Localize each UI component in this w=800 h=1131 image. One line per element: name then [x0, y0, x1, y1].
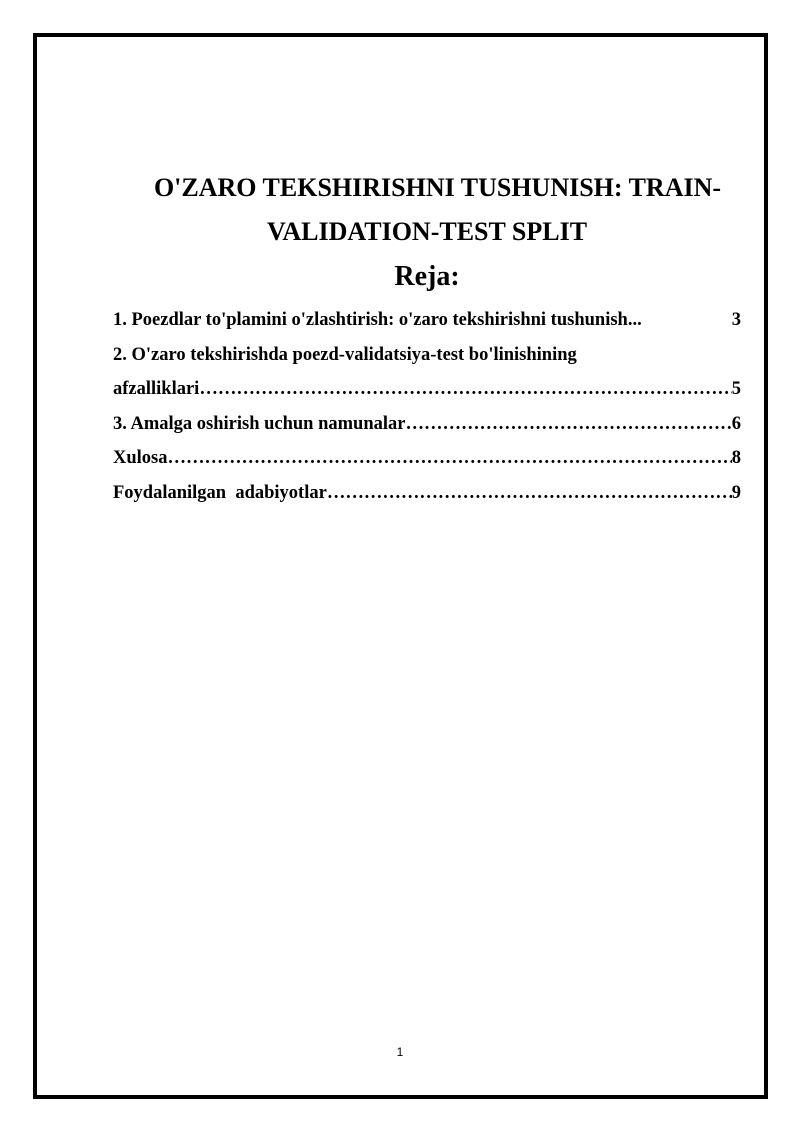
toc-item: [113, 345, 741, 380]
toc-page: 5: [731, 379, 741, 399]
toc-item: [113, 310, 741, 345]
toc-item: [113, 379, 741, 414]
toc-page: 9: [731, 482, 741, 503]
toc-label: 3. Amalga oshirish uchun namunalar: [113, 413, 406, 434]
page-number: 1: [396, 1045, 404, 1059]
document-title-line-1: O'ZARO TEKSHIRISHNI TUSHUNISH: TRAIN-: [153, 173, 722, 202]
toc-label: 2. O'zaro tekshirishda poezd-validatsiya-test bo'linishining: [113, 344, 577, 365]
toc-leader: [405, 414, 731, 435]
toc-item: [113, 448, 741, 483]
table-of-contents: [113, 310, 741, 517]
toc-label: afzalliklari: [113, 379, 200, 399]
toc-page: 6: [731, 413, 741, 434]
document-title-line-2: VALIDATION-TEST SPLIT: [266, 217, 588, 246]
toc-page: 8: [731, 448, 741, 468]
toc-leader: [199, 379, 731, 400]
toc-item: [113, 483, 741, 518]
toc-leader: [327, 483, 732, 504]
toc-item: [113, 414, 741, 449]
toc-label: Xulosa: [113, 448, 168, 468]
plan-heading: Reja:: [394, 261, 460, 292]
toc-label: Foydalanilgan adabiyotlar: [113, 482, 327, 503]
toc-leader: [168, 448, 732, 469]
toc-page: 3: [731, 310, 741, 330]
toc-label: 1. Poezdlar to'plamini o'zlashtirish: o'zaro tekshirishni tushunish...: [113, 310, 642, 330]
